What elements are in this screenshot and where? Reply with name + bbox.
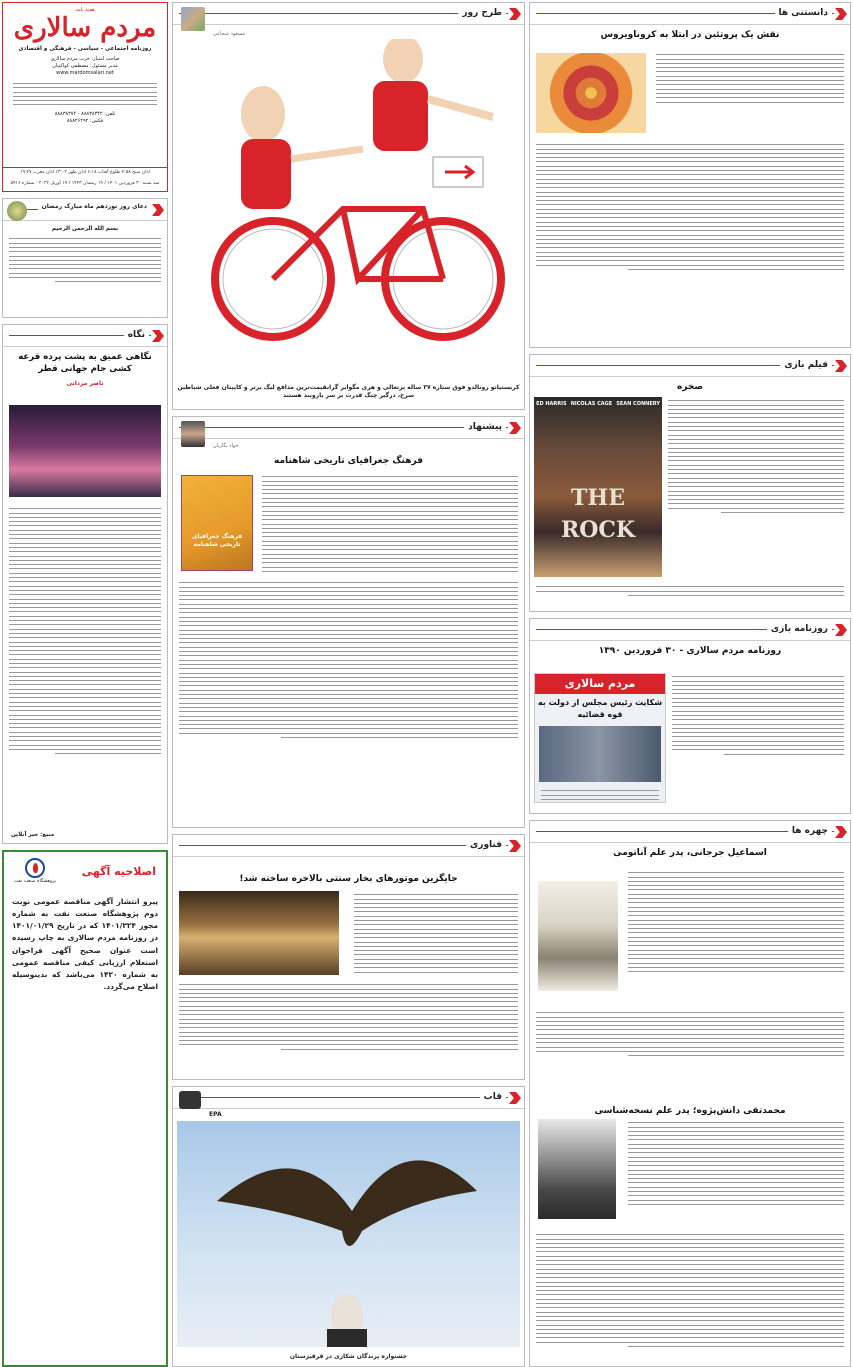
chevron-icon — [835, 826, 847, 838]
masthead-subtitle: روزنامه اجتماعی - سیاسی - فرهنگی و اقتصادی — [18, 45, 152, 52]
section-label: دعای روز نوزدهم ماه مبارک رمضان — [38, 203, 151, 212]
section-header — [530, 619, 850, 641]
prayer-intro: بسم الله الرحمن الرحیم — [51, 226, 119, 232]
section-label: چهره ها — [788, 825, 832, 838]
chevron-icon — [152, 204, 164, 216]
book-cover-title: فرهنگ جغرافیای تاریخی شاهنامه — [191, 532, 243, 549]
ad-section — [2, 850, 168, 1367]
suggestion-section — [172, 416, 525, 828]
section-label: طرح روز — [458, 7, 506, 20]
photo-agency: EPA — [209, 1111, 222, 1118]
article-title: نگاهی عمیق به پشت پرده قرعه کشی جام جهانی قطر — [18, 352, 152, 375]
poster-name: NICOLAS CAGE — [570, 401, 613, 407]
article-title: روزنامه مردم سالاری - ۳۰ فروردین ۱۳۹۰ — [598, 646, 782, 656]
article-title: محمدتقی دانش‌پژوه؛ پدر علم نسخه‌شناسی — [594, 1106, 786, 1116]
faces-section — [529, 820, 851, 1367]
section-label: روزنامه بازی — [767, 623, 832, 636]
chevron-icon — [835, 360, 847, 372]
author-avatar — [181, 421, 205, 447]
section-label: فیلم بازی — [780, 359, 832, 372]
photo-caption: جشنواره پرندگان شکاری در قرقیزستان — [289, 1353, 408, 1361]
film-poster — [534, 397, 662, 577]
cartoon-section — [172, 2, 525, 410]
newspaper-logo: مردم سالاری — [13, 13, 157, 44]
archive-front-page — [534, 673, 666, 803]
ad-org: پژوهشگاه صنعت نفت — [14, 879, 56, 884]
artist-avatar — [181, 7, 205, 31]
chevron-icon — [509, 1092, 521, 1104]
camera-icon — [179, 1091, 201, 1109]
film-section — [529, 354, 851, 612]
paper-headline: شکایت رئیس مجلس از دولت به قوه قضائیه — [537, 697, 663, 719]
article-title: فرهنگ جغرافیای تاریخی شاهنامه — [274, 456, 423, 466]
section-header — [173, 3, 524, 25]
article-title: نقش یک پروتئین در ابتلا به کروناویروس — [600, 30, 780, 40]
paper-name: مردم سالاری — [535, 674, 665, 694]
artist-name: مسعود شجاعی — [213, 31, 246, 37]
cartoon-caption: کریستیانو رونالدو فوق ستاره ۳۷ ساله پرتغالی و هری مگوایر گرانقیمت‌ترین مدافع لیگ برتر و کاپیتان فعلی شیاطین سرخ، درگیر چنگ قدرت بر سر بازوبند هستند — [177, 383, 520, 400]
poster-name: ED HARRIS — [536, 401, 567, 407]
section-label: نگاه — [124, 329, 149, 342]
section-label: قاب — [480, 1091, 506, 1104]
section-header — [3, 325, 167, 347]
oil-company-logo-icon — [25, 858, 45, 878]
chevron-icon — [152, 330, 164, 342]
photo-section — [172, 1086, 525, 1367]
engine-image — [179, 891, 339, 975]
section-header — [3, 199, 167, 221]
portrait-daneshpajouh — [538, 1119, 616, 1219]
article-title: صخره — [676, 382, 704, 392]
ad-text: پیرو انتشار آگهی مناقصه عمومی نوبت دوم پژوهشگاه صنعت نفت به شماره مجوز ۱۴۰۱/۳۲۴ که در تاریخ ۱۴۰۱/۰۱/۲۹ در روزنامه مردم سالاری به چاپ رسیده است عنوان صحیح آگهی فراخوان استعلام ارزیابی کیفی مناقصه عمومی به شماره ۱۴۲۰ می‌باشد که بدینوسیله اصلاح می‌گردد. — [12, 896, 158, 992]
cartoon-bicycle — [193, 39, 513, 369]
world-cup-draw-image — [9, 405, 161, 497]
masthead-director: مدیر مسئول: مصطفی کواکبیان — [52, 63, 118, 70]
section-header — [530, 821, 850, 843]
look-section — [2, 324, 168, 844]
section-label: فناوری — [466, 839, 506, 852]
masthead-license: صاحب امتیاز: حزب مردم سالاری — [50, 55, 120, 62]
tech-section — [172, 834, 525, 1080]
section-header — [173, 417, 524, 439]
section-header — [530, 3, 850, 25]
article-title: جایگزین موتورهای بخار سنتی بالاخره ساخته شد! — [239, 874, 458, 884]
knowledge-section — [529, 2, 851, 348]
masthead-phone: تلفن: ۸۸۸۳۸۳۴۲ - ۸۸۸۳۸۳۷۴ — [54, 110, 116, 117]
masthead-top: هفته نامه — [75, 7, 95, 13]
masthead-fax: فکس: ۸۸۸۲۶۲۹۲ — [66, 118, 104, 125]
article-signature: منبع: خبر آنلاین — [11, 831, 55, 838]
section-header — [530, 355, 850, 377]
eagle-photo — [177, 1121, 520, 1347]
section-header — [173, 835, 524, 857]
masthead-website[interactable]: www.mardomsalari.net — [56, 70, 114, 77]
chevron-icon — [835, 8, 847, 20]
ad-title: اصلاحیه آگهی — [81, 864, 156, 878]
chevron-icon — [509, 840, 521, 852]
article-author: ناصر مردانی — [66, 379, 104, 387]
author-name: جواد نگاریان — [213, 443, 239, 449]
article-title: اسماعیل جرجانی، پدر علم آناتومی — [613, 848, 767, 858]
virus-image — [536, 53, 646, 133]
section-label: دانستنی ها — [775, 7, 832, 20]
mosque-icon — [7, 201, 27, 221]
issue-date: سه شنبه ۳۰ فروردین ۱۴۰۱ / ۱۹ رمضان ۱۴۴۳ / ۱۹ آوریل ۲۰۲۲ - شماره ۵۹۱۶ — [10, 181, 160, 187]
archive-section — [529, 618, 851, 814]
poster-title: THE ROCK — [560, 485, 636, 544]
chevron-icon — [835, 624, 847, 636]
section-header — [173, 1087, 524, 1109]
portrait-jorjani — [538, 881, 618, 991]
prayer-section — [2, 198, 168, 318]
chevron-icon — [509, 8, 521, 20]
poster-name: SEAN CONNERY — [616, 401, 660, 407]
chevron-icon — [509, 422, 521, 434]
section-label: پیشنهاد — [464, 421, 506, 434]
book-cover — [181, 475, 253, 571]
masthead — [2, 2, 168, 192]
prayer-times: اذان صبح ۴:۵۸ طلوع آفتاب ۶:۱۸ اذان ظهر ۱۳:۰۲ اذان مغرب ۱۹:۴۷ — [3, 167, 167, 177]
